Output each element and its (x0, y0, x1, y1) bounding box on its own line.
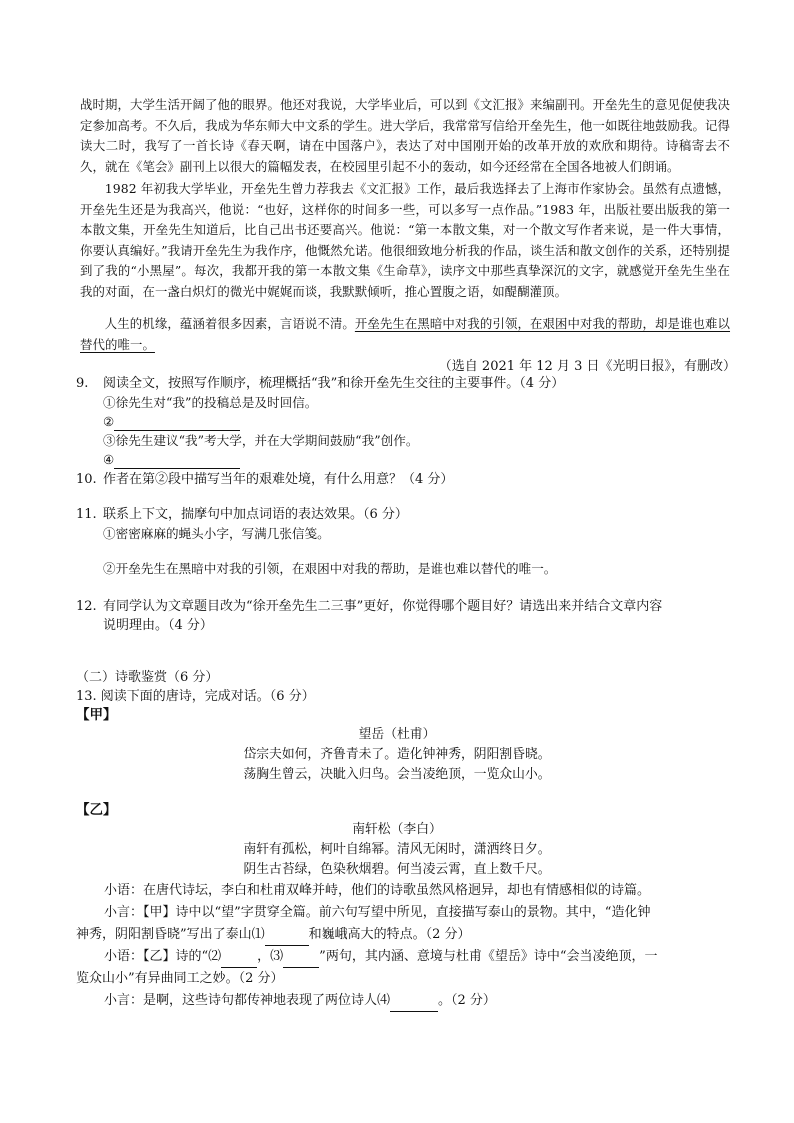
question-9 (76, 374, 736, 393)
dialog-line-1 (76, 880, 736, 902)
source-citation: （选自 2021 年 12 月 3 日《光明日报》，有删改） (438, 359, 736, 374)
question-12-line-2: 说明理由。（4 分） (103, 618, 213, 633)
dialog-text-2b-pre: 神秀，阴阳割昏晓”写出了泰山⑴ (76, 927, 265, 942)
dialog-line-2 (76, 902, 736, 946)
dialog-text-3a-post: ”两句，其内涵、意境与杜甫《望岳》诗中“会当凌绝顶，一 (319, 949, 658, 964)
question-9-item-4 (103, 450, 240, 469)
poem-2-title: 南轩松（李白） (352, 822, 442, 837)
question-12-continued (103, 616, 723, 635)
question-10-number: 10. (76, 472, 97, 487)
question-12 (76, 597, 736, 616)
question-9-item-3: ③徐先生建议“我”考大学，并在大学期间鼓励“我”创作。 (103, 433, 419, 448)
dialog-text-3a-mid: ，⑶ (257, 949, 284, 964)
question-10 (76, 470, 736, 489)
question-12-line-1: 有同学认为文章题目改为“徐开垒先生二三事”更好，你觉得哪个题目好？请选出来并结合文章内容 (103, 599, 663, 614)
question-13: 13. 阅读下面的唐诗，完成对话。（6 分） (76, 689, 315, 704)
passage-paragraph-2 (80, 179, 730, 303)
dialog-text-3b: 览众山小”有异曲同工之妙。（2 分） (76, 971, 284, 986)
dialog-text-2b (76, 924, 736, 946)
poem-1-title: 望岳（杜甫） (358, 727, 436, 742)
passage-paragraph-1 (80, 95, 730, 177)
dialog-line-3 (76, 946, 736, 990)
question-9-number: 9. (76, 376, 89, 391)
question-9-item-1: ①徐先生对“我”的投稿总是及时回信。 (103, 395, 318, 410)
poem-1-line-1: 岱宗夫如何，齐鲁青未了。造化钟神秀，阴阳割昏晓。 (243, 747, 551, 762)
dialog-text-1: 小语：在唐代诗坛，李白和杜甫双峰并峙，他们的诗歌虽然风格迥异，却也有情感相似的诗篇。 (104, 883, 651, 898)
question-9-text: 阅读全文，按照写作顺序，梳理概括“我”和徐开垒先生交往的主要事件。（4 分） (103, 376, 565, 391)
answer-blank-9-2[interactable] (114, 416, 240, 431)
question-11-sentence-2: ②开垒先生在黑暗中对我的引领，在艰困中对我的帮助，是谁也难以替代的唯一。 (103, 561, 557, 576)
dialog-text-3a (76, 946, 736, 968)
answer-blank-13-1[interactable] (265, 931, 309, 946)
question-9-item-2-label: ② (103, 414, 115, 429)
poem-2-tag: 【乙】 (76, 802, 117, 818)
question-11-text: 联系上下文，揣摩句中加点词语的表达效果。（6 分） (103, 507, 408, 522)
passage-text-3-plain: 人生的机缘，蕴涵着很多因素，言语说不清。 (104, 316, 355, 331)
passage-text-2: 1982 年初我大学毕业，开垒先生曾力荐我去《文汇报》工作，最后我选择去了上海市作家协会。虽然有点遗憾，开垒先生还是为我高兴，他说：“也好，这样你的时间多一些，可以多写一点作品。”1983 年，出版社要出版我的第一本散文集，开垒先生知道后，比自己出书还要高兴。他说：“第一本散文集，对一个散文写作者来说，是一件大事情，你要认真编好。”我请开垒先生为我作序，他慨然允诺。他很细致地分析我的作品，谈生活和散文创作的关系，还特别提到了我的“小黑屋”。每次，我都开我的第一本散文集《生命草》，读序文中那些真挚深沉的文字，就感觉开垒先生坐在我的对面，在一盏白炽灯的微光中娓娓而谈，我默默倾听，推心置腹之语，如醍醐灌顶。 (80, 181, 730, 299)
question-11-number: 11. (76, 507, 97, 522)
poem-1-line-2: 荡胸生曾云，决眦入归鸟。会当凌绝顶，一览众山小。 (243, 767, 551, 782)
underlined-sentence: 开垒先生在黑暗中对我的引领，在艰困中对我的帮助，却是谁也难以替代的唯一。 (80, 316, 731, 352)
passage-paragraph-3 (80, 314, 730, 355)
poem-2-line-1: 南轩有孤松，柯叶自绵幂。清风无闲时，潇洒终日夕。 (243, 842, 551, 857)
question-9-item-2 (103, 412, 240, 431)
question-12-number: 12. (76, 599, 97, 614)
passage-text-1: 战时期，大学生活开阔了他的眼界。他还对我说，大学毕业后，可以到《文汇报》来编副刊。开垒先生的意见促使我决定参加高考。不久后，我成为华东师大中文系的学生。进大学后，我常常写信给开垒先生，他一如既往地鼓励我。记得读大二时，我写了一首长诗《春天啊，请在中国落户》，表达了对中国刚开始的改革开放的欢欣和期待。诗稿寄去不久，就在《笔会》副刊上以很大的篇幅发表，在校园里引起不小的轰动，如今还经常在全国各地被人们朗诵。 (80, 97, 730, 174)
dialog-text-2b-post: 和巍峨高大的特点。（2 分） (308, 927, 471, 942)
dialog-text-3a-pre: 小语：【乙】诗的“⑵ (104, 949, 222, 964)
dialog-line-4 (76, 990, 736, 1012)
question-11 (76, 505, 736, 524)
poem-2-line-2: 阴生古苔绿，色染秋烟碧。何当凌云霄，直上数千尺。 (243, 862, 551, 877)
dialog-text-4-pre: 小言：是啊，这些诗句都传神地表现了两位诗人⑷ (104, 993, 391, 1008)
question-10-text: 作者在第②段中描写当年的艰难处境，有什么用意？（4 分） (103, 472, 454, 487)
answer-blank-13-2[interactable] (221, 953, 257, 968)
section-2-heading: （二）诗歌鉴赏（6 分） (76, 670, 219, 685)
dialog-text-2a: 小言：【甲】诗中以“望”字贯穿全篇。前六句写望中所见，直接描写泰山的景物。其中，“造化钟 (104, 905, 651, 920)
poem-1-tag: 【甲】 (76, 707, 117, 723)
question-11-sentence-1: ①密密麻麻的蝇头小字，写满几张信笺。 (103, 526, 330, 541)
passage-text-3 (80, 314, 730, 355)
question-9-item-4-label: ④ (103, 452, 115, 467)
answer-blank-13-4[interactable] (390, 997, 438, 1012)
answer-blank-9-4[interactable] (114, 454, 240, 469)
dialog-text-4 (76, 990, 736, 1012)
answer-blank-13-3[interactable] (283, 953, 319, 968)
dialog-text-4-post: 。（2 分） (438, 993, 496, 1008)
